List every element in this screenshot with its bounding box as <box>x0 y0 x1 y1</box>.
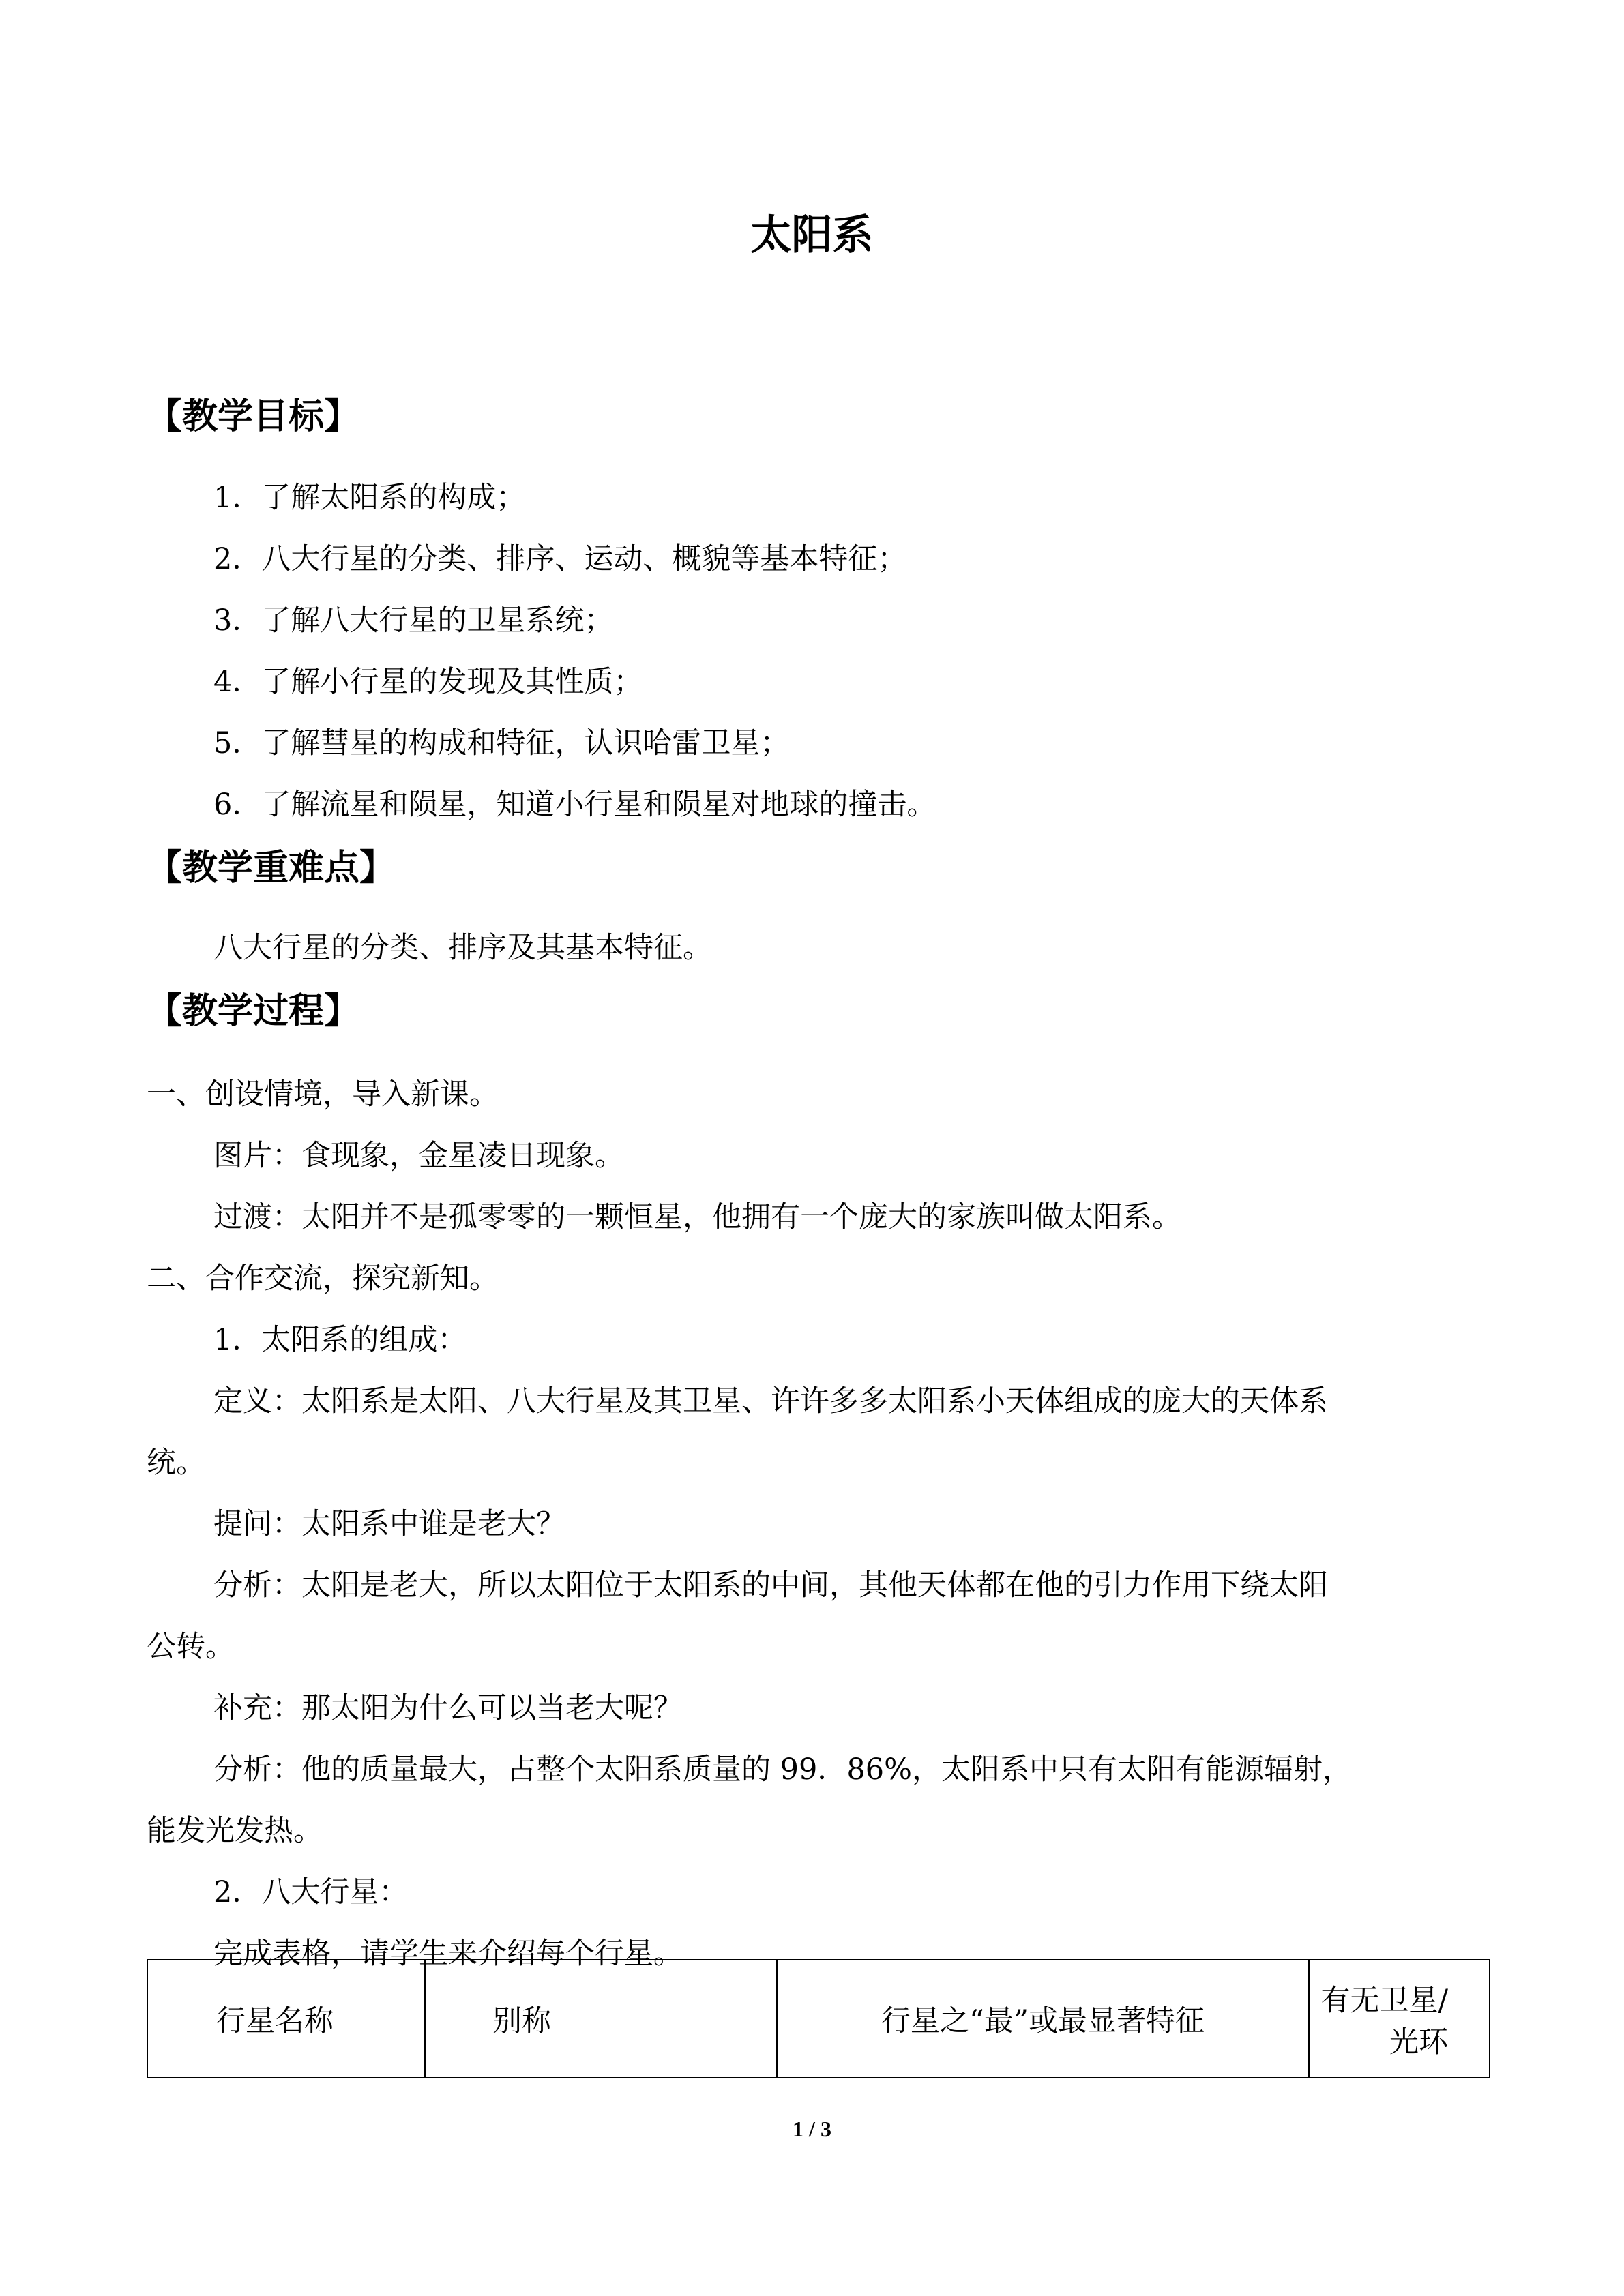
objective-item: 5．了解彗星的构成和特征，认识哈雷卫星； <box>213 726 790 760</box>
table-header-cell: 别称 <box>425 1960 777 2078</box>
table-header-cell: 行星名称 <box>147 1960 425 2078</box>
process-paragraph: 提问：太阳系中谁是老大？ <box>213 1507 565 1541</box>
section-heading-key-points: 【教学重难点】 <box>147 848 396 889</box>
section-heading-process: 【教学过程】 <box>147 991 360 1032</box>
objective-item: 1．了解太阳系的构成； <box>213 481 526 515</box>
process-paragraph-cont: 公转。 <box>147 1630 235 1664</box>
objective-item: 4．了解小行星的发现及其性质； <box>213 665 643 699</box>
process-paragraph: 过渡：太阳并不是孤零零的一颗恒星，他拥有一个庞大的家族叫做太阳系。 <box>213 1200 1181 1234</box>
process-paragraph: 图片：食现象，金星凌日现象。 <box>213 1139 624 1173</box>
process-heading-2: 二、合作交流，探究新知。 <box>147 1262 499 1296</box>
table-header-cell: 行星之“最”或最显著特征 <box>777 1960 1309 2078</box>
process-paragraph: 分析：太阳是老大，所以太阳位于太阳系的中间，其他天体都在他的引力作用下绕太阳 <box>213 1568 1328 1602</box>
objective-item: 3．了解八大行星的卫星系统； <box>213 603 614 638</box>
process-paragraph: 定义：太阳系是太阳、八大行星及其卫星、许许多多太阳系小天体组成的庞大的天体系 <box>213 1384 1328 1418</box>
table-header-row <box>147 1960 1490 2078</box>
process-paragraph: 分析：他的质量最大，占整个太阳系质量的 99．86%，太阳系中只有太阳有能源辐射， <box>213 1753 1352 1787</box>
page-number: 1 / 3 <box>793 2117 831 2141</box>
process-paragraph: 完成表格，请学生来介绍每个行星。 <box>213 1937 683 1971</box>
planet-table <box>147 1959 1490 2078</box>
process-heading-1: 一、创设情境，导入新课。 <box>147 1077 499 1112</box>
process-paragraph: 补充：那太阳为什么可以当老大呢？ <box>213 1691 683 1725</box>
page-title: 太阳系 <box>750 211 874 259</box>
objective-item: 6．了解流星和陨星，知道小行星和陨星对地球的撞击。 <box>213 788 936 822</box>
objective-item: 2．八大行星的分类、排序、运动、概貌等基本特征； <box>213 542 907 576</box>
process-subheading: 1．太阳系的组成： <box>213 1323 467 1357</box>
key-points-text: 八大行星的分类、排序及其基本特征。 <box>213 931 712 965</box>
process-paragraph-cont: 统。 <box>147 1446 205 1480</box>
process-paragraph-cont: 能发光发热。 <box>147 1814 323 1848</box>
process-subheading: 2．八大行星： <box>213 1875 409 1909</box>
section-heading-objectives: 【教学目标】 <box>147 396 360 437</box>
table-header-cell: 有无卫星/光环 <box>1309 1960 1490 2078</box>
